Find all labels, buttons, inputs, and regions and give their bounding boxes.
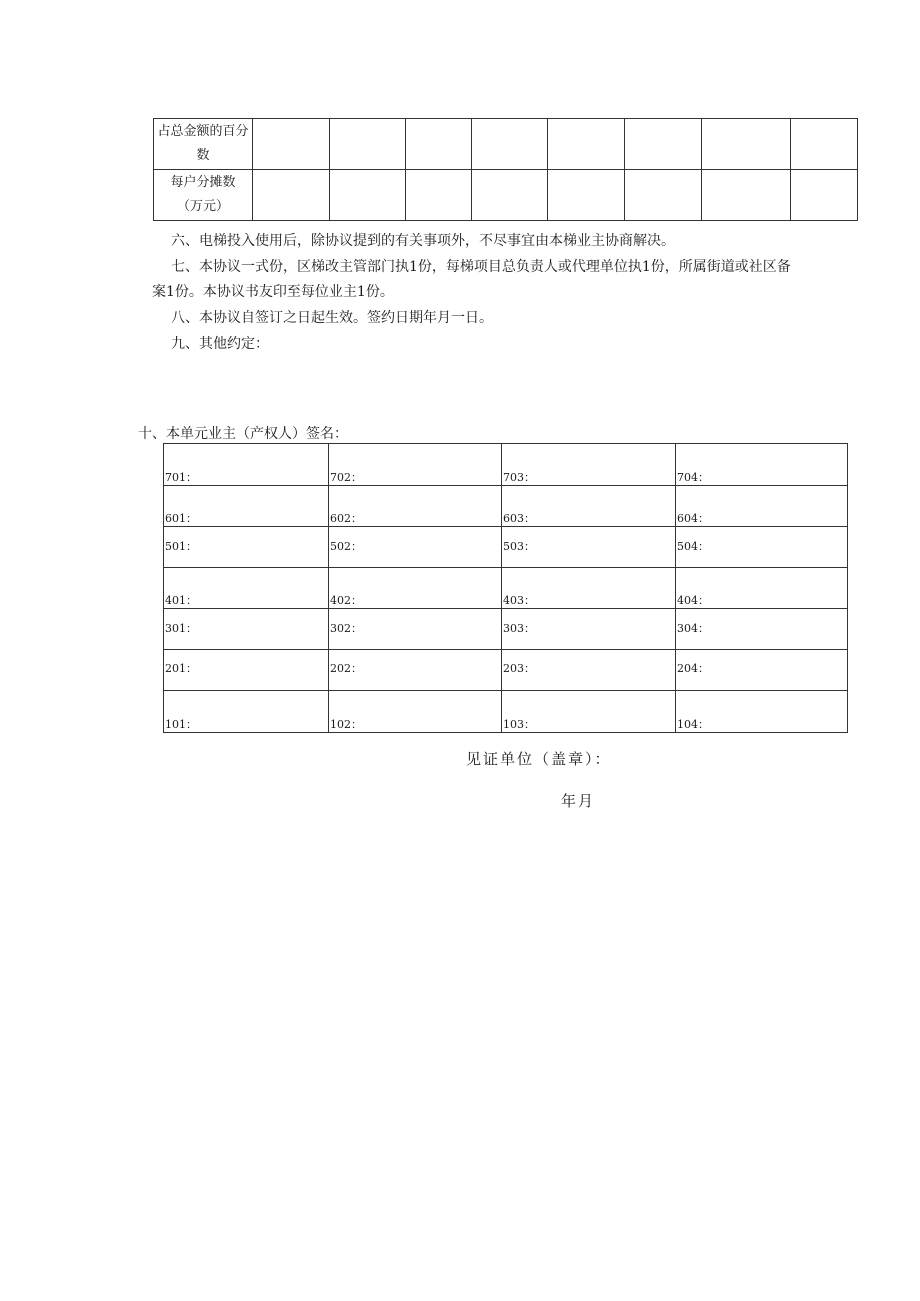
unit-label: 201： (165, 662, 197, 675)
signature-cell[interactable] (502, 527, 676, 568)
row-header-line2: （万元） (176, 199, 229, 214)
signature-cell[interactable] (676, 691, 848, 733)
unit-label: 204： (677, 662, 709, 675)
table-cell[interactable] (472, 170, 548, 221)
signature-cell[interactable] (676, 486, 848, 527)
signature-cell[interactable] (676, 568, 848, 609)
table-cell[interactable] (548, 119, 625, 170)
signature-cell[interactable] (329, 568, 502, 609)
table-cell[interactable] (330, 119, 406, 170)
table-cell[interactable] (253, 170, 330, 221)
table-cell[interactable] (625, 170, 702, 221)
signature-cell[interactable] (502, 444, 676, 486)
floor-row-5 (164, 527, 848, 568)
unit-label: 701： (165, 471, 197, 484)
table-cell[interactable] (406, 170, 472, 221)
unit-label: 604： (677, 512, 709, 525)
signature-cell[interactable] (676, 609, 848, 650)
unit-label: 104： (677, 718, 709, 731)
floor-row-2 (164, 650, 848, 691)
signature-cell[interactable] (676, 444, 848, 486)
unit-label: 302： (330, 622, 362, 635)
floor-row-1 (164, 691, 848, 733)
row-header-line1: 每户分摊数 (170, 175, 236, 190)
table-cell[interactable] (625, 119, 702, 170)
signature-cell[interactable] (329, 609, 502, 650)
clause-six: 六、电梯投入使用后，除协议提到的有关事项外，不尽事宜由本梯业主协商解决。 (171, 233, 675, 249)
unit-label: 301： (165, 622, 197, 635)
row-header-percentage (154, 119, 253, 170)
unit-label: 202： (330, 662, 362, 675)
unit-label: 402： (330, 594, 362, 607)
floor-row-6 (164, 486, 848, 527)
table-cell[interactable] (472, 119, 548, 170)
fee-allocation-table (153, 118, 858, 221)
percentage-row (154, 119, 858, 170)
signature-cell[interactable] (164, 691, 329, 733)
unit-label: 501： (165, 540, 197, 553)
row-header-per-household (154, 170, 253, 221)
clause-nine: 九、其他约定： (171, 336, 269, 352)
row-header-line2: 数 (196, 148, 210, 163)
clause-ten: 十、本单元业主（产权人）签名： (138, 426, 348, 442)
signature-cell[interactable] (329, 691, 502, 733)
signature-cell[interactable] (164, 527, 329, 568)
clause-seven-line1: 七、本协议一式份，区梯改主管部门执1份，每梯项目总负责人或代理单位执1份，所属街道或社区备 (171, 259, 791, 275)
signature-cell[interactable] (329, 444, 502, 486)
floor-row-3 (164, 609, 848, 650)
table-cell[interactable] (406, 119, 472, 170)
signing-date: 年月 (561, 792, 596, 810)
unit-label: 404： (677, 594, 709, 607)
unit-label: 103： (503, 718, 535, 731)
unit-label: 703： (503, 471, 535, 484)
unit-label: 102： (330, 718, 362, 731)
unit-label: 601： (165, 512, 197, 525)
signature-cell[interactable] (502, 568, 676, 609)
unit-label: 304： (677, 622, 709, 635)
unit-label: 403： (503, 594, 535, 607)
witness-unit-seal: 见证单位（盖章）： (466, 750, 612, 768)
unit-label: 303： (503, 622, 535, 635)
signature-cell[interactable] (502, 691, 676, 733)
table-cell[interactable] (791, 119, 858, 170)
unit-label: 603： (503, 512, 535, 525)
signature-cell[interactable] (676, 527, 848, 568)
unit-label: 502： (330, 540, 362, 553)
clause-eight: 八、本协议自签订之日起生效。签约日期年月一日。 (171, 310, 493, 326)
unit-label: 401： (165, 594, 197, 607)
unit-label: 704： (677, 471, 709, 484)
signature-cell[interactable] (164, 486, 329, 527)
owner-signature-table (163, 443, 848, 733)
row-header-line1: 占总金额的百分 (157, 124, 249, 139)
table-cell[interactable] (702, 119, 791, 170)
unit-label: 101： (165, 718, 197, 731)
floor-row-4 (164, 568, 848, 609)
per-household-row (154, 170, 858, 221)
signature-cell[interactable] (329, 527, 502, 568)
signature-cell[interactable] (676, 650, 848, 691)
signature-cell[interactable] (164, 609, 329, 650)
table-cell[interactable] (702, 170, 791, 221)
signature-cell[interactable] (502, 650, 676, 691)
clause-seven-line2: 案1份。本协议书友印至每位业主1份。 (152, 284, 394, 300)
table-cell[interactable] (330, 170, 406, 221)
unit-label: 203： (503, 662, 535, 675)
unit-label: 702： (330, 471, 362, 484)
signature-cell[interactable] (164, 568, 329, 609)
table-cell[interactable] (253, 119, 330, 170)
signature-cell[interactable] (502, 609, 676, 650)
signature-cell[interactable] (164, 444, 329, 486)
signature-cell[interactable] (329, 650, 502, 691)
table-cell[interactable] (548, 170, 625, 221)
unit-label: 504： (677, 540, 709, 553)
signature-cell[interactable] (329, 486, 502, 527)
unit-label: 503： (503, 540, 535, 553)
floor-row-7 (164, 444, 848, 486)
unit-label: 602： (330, 512, 362, 525)
signature-cell[interactable] (164, 650, 329, 691)
signature-cell[interactable] (502, 486, 676, 527)
table-cell[interactable] (791, 170, 858, 221)
